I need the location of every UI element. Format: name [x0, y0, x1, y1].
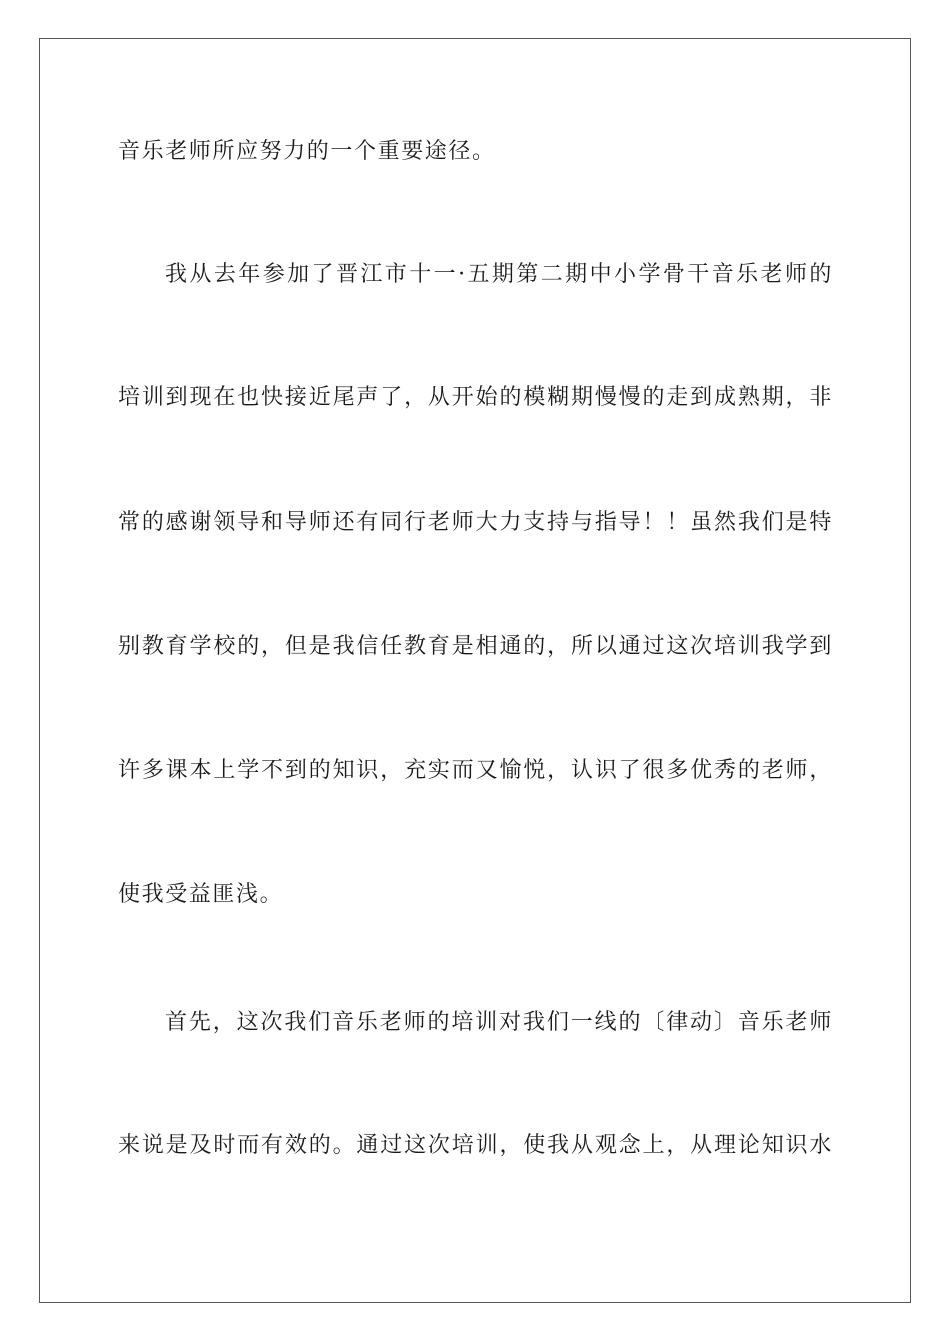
text-line: 常的感谢领导和导师还有同行老师大力支持与指导！！虽然我们是特 — [118, 510, 833, 535]
text-line: 许多课本上学不到的知识，充实而又愉悦，认识了很多优秀的老师， — [118, 758, 833, 783]
text-line: 来说是及时而有效的。通过这次培训，使我从观念上，从理论知识水 — [118, 1133, 833, 1158]
text-line: 培训到现在也快接近尾声了，从开始的模糊期慢慢的走到成熟期，非 — [118, 385, 833, 410]
paragraph-first-line: 首先，这次我们音乐老师的培训对我们一线的〔律动〕音乐老师 — [165, 1010, 833, 1035]
text-line: 音乐老师所应努力的一个重要途径。 — [118, 139, 496, 164]
text-line: 使我受益匪浅。 — [118, 882, 284, 907]
page-border — [39, 38, 911, 1303]
paragraph-first-line: 我从去年参加了晋江市十一·五期第二期中小学骨干音乐老师的 — [165, 262, 833, 287]
text-line: 别教育学校的，但是我信任教育是相通的，所以通过这次培训我学到 — [118, 634, 833, 659]
